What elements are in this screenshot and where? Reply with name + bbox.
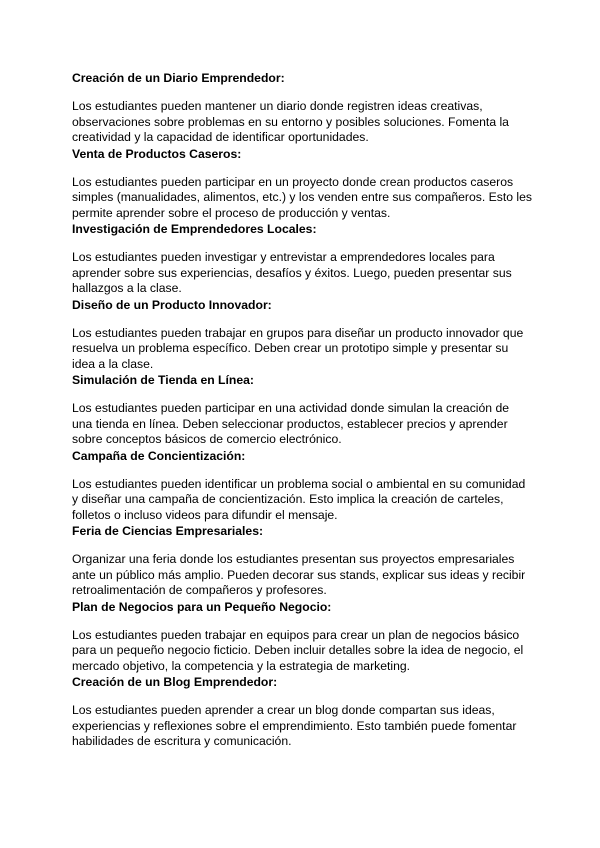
section-body: Organizar una feria donde los estudiantes presentan sus proyectos empresariales ante un público más amplio. Pueden decorar sus stands, explicar sus ideas y recibir retroalimentación de compañeros y profesores. <box>72 552 526 597</box>
section-blog <box>72 674 532 750</box>
section-productos-caseros <box>72 146 532 222</box>
section-feria-ciencias <box>72 523 532 599</box>
section-body: Los estudiantes pueden trabajar en grupos para diseñar un producto innovador que resuelva un problema específico. Deben crear un prototipo simple y presentar su idea a la clase. <box>72 325 524 371</box>
section-body: Los estudiantes pueden participar en una actividad donde simulan la creación de una tienda en línea. Deben seleccionar productos, establecer precios y aprender sobre conceptos básicos de comercio electrónico. <box>72 401 510 446</box>
section-title: Campaña de Concientización: <box>72 448 246 463</box>
section-title: Plan de Negocios para un Pequeño Negocio: <box>72 599 332 614</box>
section-plan-negocios <box>72 599 532 675</box>
section-title: Diseño de un Producto Innovador: <box>72 297 272 312</box>
document-page <box>72 70 532 750</box>
section-title: Creación de un Diario Emprendedor: <box>72 71 285 85</box>
section-body: Los estudiantes pueden mantener un diario donde registren ideas creativas, observaciones sobre problemas en su entorno y posibles soluciones. Fomenta la creatividad y la capacidad de identificar oportunidades. <box>72 99 509 144</box>
section-emprendedores-locales <box>72 221 532 297</box>
section-body: Los estudiantes pueden identificar un problema social o ambiental en su comunidad y diseñar una campaña de concientización. Esto implica la creación de carteles, folletos o incluso videos para difundir el mensaje. <box>72 476 526 522</box>
section-title: Venta de Productos Caseros: <box>72 146 242 161</box>
section-concientizacion <box>72 448 532 524</box>
section-diario <box>72 70 532 146</box>
section-producto-innovador <box>72 297 532 373</box>
section-title: Feria de Ciencias Empresariales: <box>72 524 264 538</box>
section-tienda-en-linea <box>72 372 532 448</box>
section-body: Los estudiantes pueden investigar y entrevistar a emprendedores locales para aprender sobre sus experiencias, desafíos y éxitos. Luego, pueden presentar sus hallazgos a la clase. <box>72 250 512 295</box>
section-body: Los estudiantes pueden trabajar en equipos para crear un plan de negocios básico para un pequeño negocio ficticio. Deben incluir detalles sobre la idea de negocio, el mercado objetivo, la competencia y la estrategia de marketing. <box>72 627 524 673</box>
section-body: Los estudiantes pueden participar en un proyecto donde crean productos caseros simples (manualidades, alimentos, etc.) y los venden entre sus compañeros. Esto les permite aprender sobre el proceso de producción y ventas. <box>72 174 532 220</box>
section-body: Los estudiantes pueden aprender a crear un blog donde compartan sus ideas, experiencias y reflexiones sobre el emprendimiento. Esto también puede fomentar habilidades de escritura y comunicación. <box>72 703 517 748</box>
section-title: Investigación de Emprendedores Locales: <box>72 222 317 236</box>
section-title: Creación de un Blog Emprendedor: <box>72 675 278 689</box>
section-title: Simulación de Tienda en Línea: <box>72 373 254 387</box>
